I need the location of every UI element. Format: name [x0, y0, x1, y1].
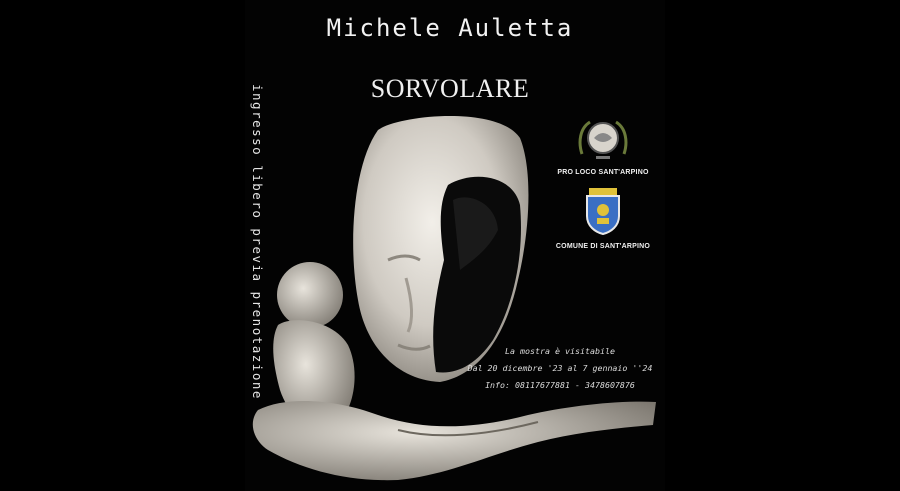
- reclining-body: [253, 401, 656, 480]
- free-entry-vertical-text: ingresso libero previa prenotazione: [250, 84, 265, 400]
- coat-of-arms-icon: [583, 186, 623, 236]
- comune-logo: [548, 186, 658, 250]
- info-dates: Dal 20 dicembre '23 al 7 gennaio ''24: [467, 363, 653, 373]
- pro-loco-label: PRO LOCO SANT'ARPINO: [557, 169, 649, 176]
- exhibition-title: SORVOLARE: [370, 74, 530, 103]
- child-head: [277, 262, 343, 328]
- artist-name: Michele Auletta: [326, 14, 574, 42]
- comune-label: COMUNE DI SANT'ARPINO: [555, 243, 651, 250]
- info-visitable: La mostra è visitabile: [505, 346, 615, 356]
- exhibition-info: [460, 343, 660, 394]
- pro-loco-emblem-icon: [576, 116, 630, 162]
- info-phone: Info: 08117677881 - 3478607876: [485, 380, 635, 390]
- pro-loco-logo: [548, 116, 658, 176]
